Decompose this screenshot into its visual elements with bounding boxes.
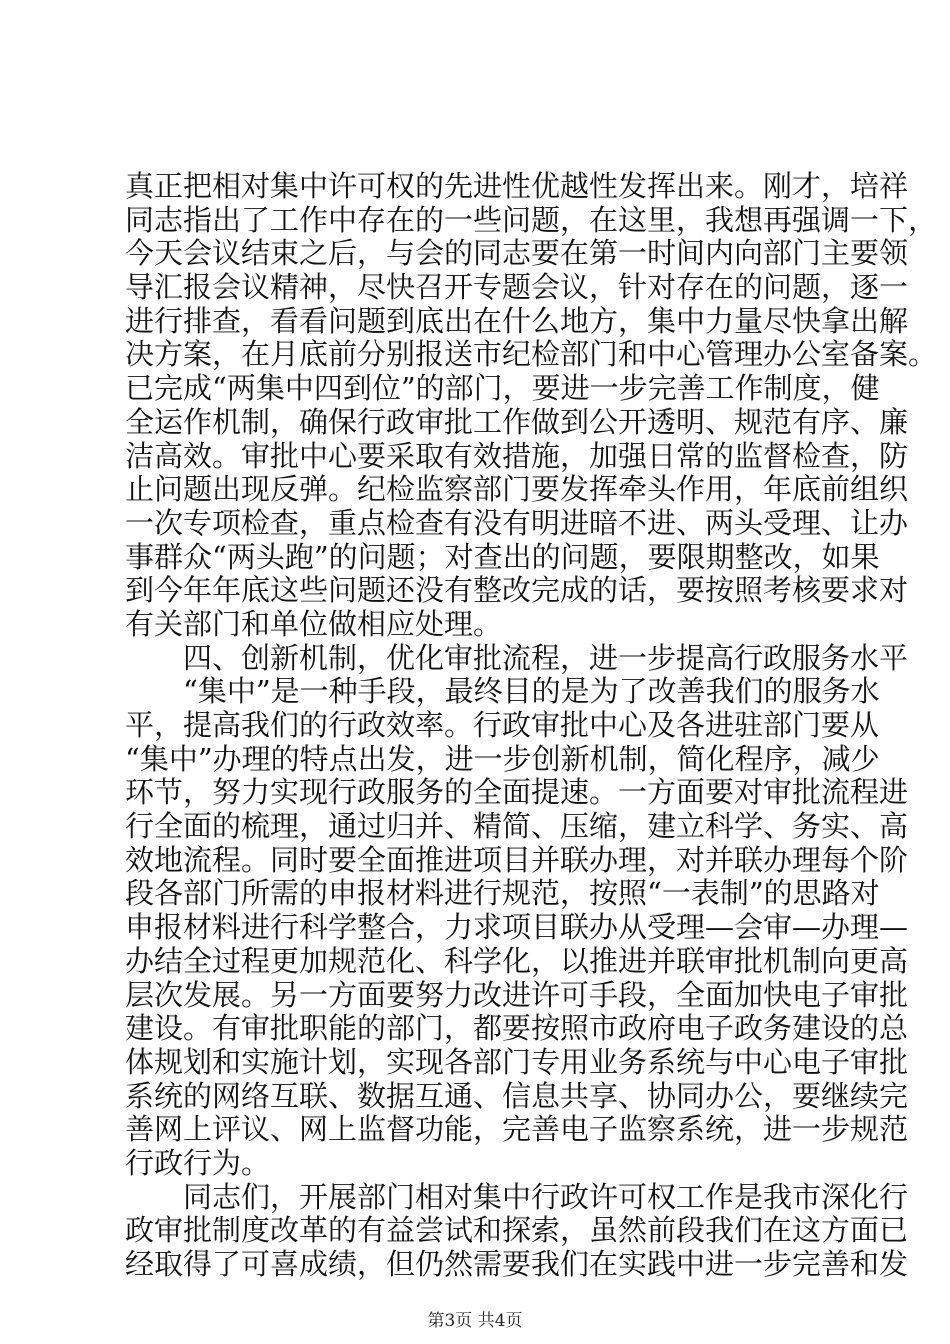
text-line: 一次专项检查，重点检查有没有明进暗不进、两头受理、让办 xyxy=(125,505,909,540)
text-line: 环节，努力实现行政服务的全面提速。一方面要对审批流程进 xyxy=(125,775,909,810)
text-line: 有关部门和单位做相应处理。 xyxy=(125,606,503,641)
text-line: 今天会议结束之后，与会的同志要在第一时间内向部门主要领 xyxy=(125,236,909,271)
text-line: “集中”办理的特点出发，进一步创新机制，简化程序，减少 xyxy=(125,741,880,776)
text-line: 止问题出现反弹。纪检监察部门要发挥牵头作用，年底前组织 xyxy=(125,472,909,507)
text-line: 效地流程。同时要全面推进项目并联办理，对并联办理每个阶 xyxy=(125,842,909,877)
text-line: 同志们，开展部门相对集中行政许可权工作是我市深化行 xyxy=(183,1179,909,1214)
text-line: 体规划和实施计划，实现各部门专用业务系统与中心电子审批 xyxy=(125,1044,909,1079)
text-line: 段各部门所需的申报材料进行规范，按照“一表制”的思路对 xyxy=(125,876,880,911)
text-line: 申报材料进行科学整合，力求项目联办从受理—会审—办理— xyxy=(125,910,909,945)
text-line: 建设。有审批职能的部门，都要按照市政府电子政务建设的总 xyxy=(125,1011,909,1046)
text-line: 善网上评议、网上监督功能，完善电子监察系统，进一步规范 xyxy=(125,1112,909,1147)
text-line: 事群众“两头跑”的问题；对查出的问题，要限期整改，如果 xyxy=(125,539,880,574)
text-line: 政审批制度改革的有益尝试和探索，虽然前段我们在这方面已 xyxy=(125,1213,909,1248)
text-line: 真正把相对集中许可权的先进性优越性发挥出来。刚才，培祥 xyxy=(125,169,909,203)
text-line: 决方案，在月底前分别报送市纪检部门和中心管理办公室备案。 xyxy=(125,337,938,372)
page-number-footer: 第3页 共4页 xyxy=(427,1311,523,1331)
document-body xyxy=(125,169,938,1282)
text-line: 平，提高我们的行政效率。行政审批中心及各进驻部门要从 xyxy=(125,708,880,742)
text-line: 导汇报会议精神，尽快召开专题会议，针对存在的问题，逐一 xyxy=(125,270,909,305)
text-line: 行政行为。 xyxy=(125,1145,271,1180)
text-line: 行全面的梳理，通过归并、精简、压缩，建立科学、务实、高 xyxy=(125,809,909,844)
text-line: 洁高效。审批中心要采取有效措施，加强日常的监督检查，防 xyxy=(125,438,909,473)
text-line: 全运作机制，确保行政审批工作做到公开透明、规范有序、廉 xyxy=(125,404,909,439)
section-heading: 四、创新机制，优化审批流程，进一步提高行政服务水平 xyxy=(183,640,909,675)
text-line: 层次发展。另一方面要努力改进许可手段，全面加快电子审批 xyxy=(125,977,909,1012)
text-line: 已完成“两集中四到位”的部门，要进一步完善工作制度，健 xyxy=(125,371,880,406)
text-line: 办结全过程更加规范化、科学化，以推进并联审批机制向更高 xyxy=(125,943,909,978)
text-line: 进行排查，看看问题到底出在什么地方，集中力量尽快拿出解 xyxy=(125,303,909,338)
text-line: 同志指出了工作中存在的一些问题，在这里，我想再强调一下， xyxy=(125,202,938,237)
text-line: 系统的网络互联、数据互通、信息共享、协同办公，要继续完 xyxy=(125,1078,909,1113)
text-line: 经取得了可喜成绩，但仍然需要我们在实践中进一步完善和发 xyxy=(125,1247,909,1281)
text-line: “集中”是一种手段，最终目的是为了改善我们的服务水 xyxy=(183,674,880,709)
text-line: 到今年年底这些问题还没有整改完成的话，要按照考核要求对 xyxy=(125,573,909,608)
